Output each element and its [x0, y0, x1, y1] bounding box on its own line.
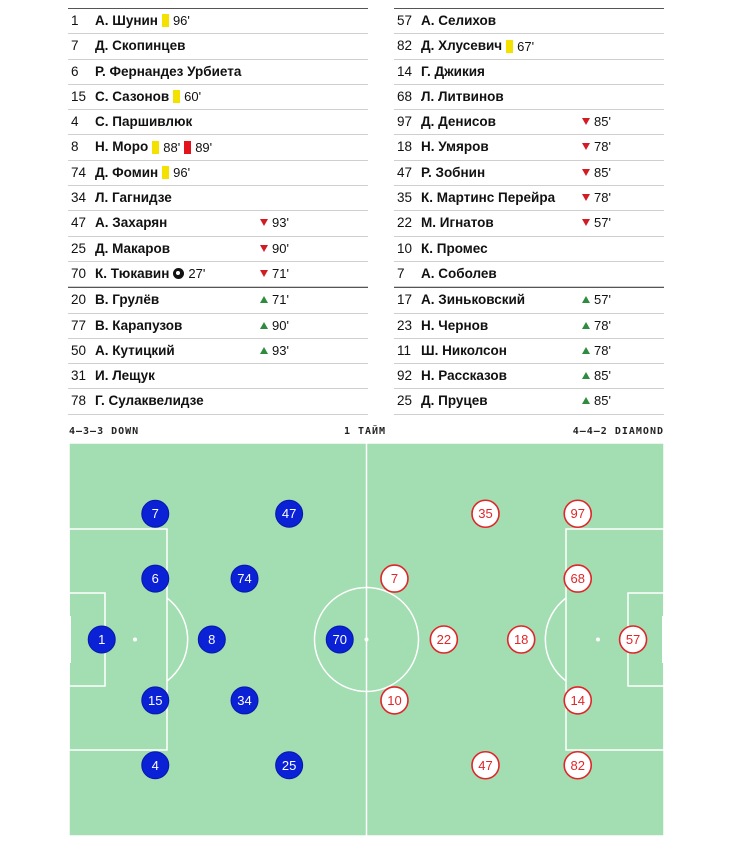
player-name [95, 161, 190, 185]
event-goal [173, 262, 205, 286]
player-number: 82 [397, 38, 413, 54]
player-name-text: Н. Чернов [421, 317, 489, 333]
marker-number: 6 [151, 571, 159, 587]
home-player-marker [231, 565, 258, 592]
player-name-text: М. Игнатов [421, 215, 494, 231]
player-number: 25 [71, 240, 87, 256]
player-number: 4 [71, 114, 79, 130]
player-name-text: Н. Умяров [421, 139, 489, 155]
yellow-card-icon [152, 141, 159, 154]
sub-minute: 71' [272, 265, 289, 281]
player-number: 35 [397, 190, 413, 206]
player-name-text: Р. Фернандез Урбиета [95, 63, 242, 79]
player-row [68, 85, 368, 110]
player-name [421, 339, 507, 363]
bench-row [68, 287, 368, 313]
player-name [421, 9, 496, 33]
marker-number: 47 [478, 757, 493, 773]
event-minute: 96' [172, 13, 190, 29]
sub-on-arrow-icon [582, 397, 590, 404]
sub-on-arrow-icon [260, 296, 268, 303]
player-name-text: Д. Денисов [421, 114, 496, 130]
home-player-marker [276, 752, 303, 779]
player-name-text: В. Карапузов [95, 317, 183, 333]
player-name-text: А. Захарян [95, 215, 168, 231]
player-number: 22 [397, 215, 413, 231]
player-name-text: А. Шунин [95, 13, 158, 28]
sub-minute: 71' [272, 292, 289, 308]
player-number: 25 [397, 393, 413, 409]
left-penalty-spot [133, 638, 137, 642]
away-formation-label: 4–4–2 DIAMOND [572, 426, 664, 437]
player-name-text: К. Тюкавин [95, 265, 170, 281]
yellow-card-icon [162, 166, 169, 179]
player-number: 70 [71, 265, 87, 281]
bench-row [394, 287, 664, 313]
player-row [394, 262, 664, 287]
away-player-marker [381, 687, 408, 714]
event-minute: 88' [163, 139, 181, 155]
player-name [95, 135, 212, 159]
substituted-off [260, 237, 289, 261]
player-name-text: Д. Хлусевич [421, 38, 503, 54]
sub-minute: 85' [594, 393, 611, 409]
home-lineup-list [68, 8, 368, 415]
away-lineup-list [394, 8, 664, 415]
sub-minute: 78' [594, 190, 611, 206]
player-number: 7 [71, 38, 79, 54]
player-number: 77 [71, 317, 87, 333]
marker-number: 22 [436, 632, 452, 647]
event-yellow [173, 85, 201, 109]
marker-number: 7 [151, 506, 159, 522]
event-yellow [162, 9, 190, 33]
player-name [95, 34, 185, 58]
player-name-text: А. Зиньковский [421, 292, 526, 308]
player-name-text: Л. Гагнидзе [95, 190, 172, 206]
player-name-text: Ш. Николсон [421, 342, 507, 358]
marker-number: 74 [237, 571, 252, 587]
bench-row [68, 389, 368, 414]
sub-off-arrow-icon [582, 219, 590, 226]
sub-on-arrow-icon [260, 347, 268, 354]
marker-number: 10 [387, 692, 402, 708]
sub-minute: 78' [594, 342, 611, 358]
player-name [421, 389, 488, 413]
player-name-text: А. Селихов [421, 13, 497, 28]
player-number: 1 [71, 13, 79, 28]
player-number: 57 [397, 13, 413, 28]
player-number: 31 [71, 368, 87, 384]
bench-row [394, 314, 664, 339]
player-number: 50 [71, 342, 87, 358]
away-player-marker [564, 752, 591, 779]
player-name [421, 364, 507, 388]
player-name-text: Н. Рассказов [421, 368, 507, 384]
event-yellow [152, 136, 180, 160]
marker-number: 15 [148, 692, 163, 708]
player-number: 92 [397, 368, 413, 384]
player-row [394, 186, 664, 211]
player-number: 47 [71, 215, 87, 231]
marker-number: 7 [390, 571, 399, 587]
player-row [394, 237, 664, 262]
event-yellow [162, 161, 190, 185]
yellow-card-icon [173, 90, 180, 103]
sub-minute: 93' [272, 342, 289, 358]
player-name [95, 60, 241, 84]
marker-number: 8 [208, 632, 216, 647]
player-row [394, 135, 664, 160]
event-minute: 27' [188, 266, 206, 282]
player-number: 78 [71, 393, 87, 409]
away-player-marker [381, 565, 408, 592]
substituted-off [582, 135, 611, 159]
player-row [68, 237, 368, 262]
sub-minute: 85' [594, 114, 611, 130]
sub-off-arrow-icon [582, 169, 590, 176]
substituted-off [260, 262, 289, 286]
player-name [421, 110, 496, 134]
player-number: 8 [71, 139, 79, 155]
player-name [421, 237, 488, 261]
player-name [95, 211, 167, 235]
away-player-marker [564, 500, 591, 527]
player-number: 23 [397, 317, 413, 333]
player-name [421, 135, 489, 159]
player-name [421, 288, 525, 312]
player-name [95, 9, 190, 33]
sub-minute: 85' [594, 368, 611, 384]
player-number: 17 [397, 292, 413, 308]
player-name [421, 85, 504, 109]
player-name [421, 211, 494, 235]
yellow-card-icon [506, 40, 513, 53]
event-minute: 96' [173, 165, 191, 181]
sub-off-arrow-icon [582, 143, 590, 150]
player-number: 14 [397, 63, 413, 79]
player-name [95, 288, 159, 312]
substituted-on [260, 314, 289, 338]
marker-number: 34 [237, 692, 252, 708]
sub-minute: 57' [594, 292, 611, 308]
marker-number: 14 [570, 692, 585, 708]
marker-number: 68 [570, 571, 585, 587]
player-number: 97 [397, 114, 413, 130]
player-name [95, 339, 175, 363]
sub-minute: 85' [594, 164, 611, 180]
left-goal [69, 616, 71, 663]
player-name [95, 237, 170, 261]
substituted-on [260, 339, 289, 363]
marker-number: 1 [98, 632, 106, 647]
substituted-off [582, 110, 611, 134]
marker-number: 25 [281, 757, 297, 773]
substituted-off [582, 186, 611, 210]
pitch-diagram [69, 443, 664, 836]
player-name [95, 110, 192, 134]
away-player-marker [508, 626, 535, 653]
substituted-on [582, 364, 611, 388]
period-label: 1 ТАЙМ [343, 426, 387, 437]
player-row [394, 85, 664, 110]
player-number: 11 [397, 342, 412, 358]
event-minute: 67' [517, 38, 535, 54]
player-name-text: Д. Пруцев [421, 393, 488, 409]
player-row [394, 8, 664, 34]
player-row [68, 186, 368, 211]
player-row [68, 8, 368, 34]
bench-row [68, 364, 368, 389]
player-name-text: К. Промес [421, 240, 488, 256]
away-player-marker [472, 500, 499, 527]
player-name-text: В. Грулёв [95, 292, 160, 308]
sub-minute: 57' [594, 215, 611, 231]
away-player-marker [564, 687, 591, 714]
player-number: 6 [71, 63, 79, 79]
player-name-text: И. Лещук [95, 368, 155, 384]
player-row [68, 211, 368, 236]
event-red [184, 136, 212, 160]
marker-number: 4 [151, 757, 159, 773]
player-row [68, 161, 368, 186]
home-player-marker [142, 687, 169, 714]
away-player-marker [564, 565, 591, 592]
away-player-marker [472, 752, 499, 779]
sub-on-arrow-icon [260, 322, 268, 329]
sub-on-arrow-icon [582, 347, 590, 354]
substituted-on [260, 288, 289, 312]
marker-number: 18 [513, 632, 529, 647]
home-player-marker [88, 626, 115, 653]
player-name-text: К. Мартинс Перейра [421, 190, 556, 206]
player-number: 68 [397, 88, 413, 104]
player-number: 47 [397, 164, 413, 180]
right-penalty-spot [596, 638, 600, 642]
player-number: 18 [397, 139, 413, 155]
player-name-text: Н. Моро [95, 139, 149, 155]
sub-on-arrow-icon [582, 296, 590, 303]
player-row [394, 161, 664, 186]
player-number: 74 [71, 164, 87, 180]
player-name-text: Д. Скопинцев [95, 38, 186, 54]
home-player-marker [276, 500, 303, 527]
player-name [95, 314, 182, 338]
marker-number: 47 [281, 506, 297, 522]
bench-row [68, 339, 368, 364]
player-name-text: С. Сазонов [95, 88, 170, 104]
right-goal [662, 616, 664, 663]
player-row [68, 262, 368, 287]
player-row [68, 60, 368, 85]
player-name-text: А. Соболев [421, 265, 497, 281]
substituted-off [260, 211, 289, 235]
marker-number: 97 [570, 506, 585, 522]
sub-on-arrow-icon [582, 372, 590, 379]
player-name [421, 161, 485, 185]
player-name [421, 262, 497, 286]
substituted-on [582, 314, 611, 338]
marker-number: 57 [625, 632, 641, 647]
home-player-marker [198, 626, 225, 653]
player-name [421, 186, 555, 210]
sub-minute: 78' [594, 139, 611, 155]
player-row [68, 34, 368, 59]
bench-row [68, 314, 368, 339]
home-player-marker [326, 626, 353, 653]
marker-number: 35 [478, 506, 493, 522]
player-name-text: С. Паршивлюк [95, 114, 193, 130]
player-number: 7 [397, 265, 405, 281]
bench-row [394, 389, 664, 414]
sub-off-arrow-icon [260, 219, 268, 226]
player-name [95, 262, 205, 286]
player-name-text: Г. Сулаквелидзе [95, 393, 204, 409]
player-number: 34 [71, 190, 87, 206]
substituted-off [582, 161, 611, 185]
player-row [394, 110, 664, 135]
player-name-text: Л. Литвинов [421, 88, 504, 104]
marker-number: 70 [332, 632, 347, 647]
center-spot [365, 638, 369, 642]
away-player-marker [620, 626, 647, 653]
player-name [421, 60, 485, 84]
sub-minute: 78' [594, 317, 611, 333]
player-name [95, 389, 204, 413]
event-minute: 60' [184, 89, 202, 105]
home-player-marker [231, 687, 258, 714]
event-yellow [506, 35, 534, 59]
away-player-marker [430, 626, 457, 653]
player-name-text: Р. Зобнин [421, 164, 486, 180]
player-row [68, 135, 368, 160]
sub-off-arrow-icon [260, 270, 268, 277]
substituted-off [582, 211, 611, 235]
sub-minute: 90' [272, 317, 289, 333]
red-card-icon [184, 141, 191, 154]
player-number: 10 [397, 240, 413, 256]
player-name-text: Г. Джикия [421, 63, 485, 79]
player-row [394, 211, 664, 236]
player-name [421, 314, 488, 338]
player-number: 15 [71, 88, 87, 104]
player-name-text: Д. Макаров [95, 240, 171, 256]
marker-number: 82 [570, 757, 585, 773]
player-row [394, 60, 664, 85]
home-player-marker [142, 752, 169, 779]
event-minute: 89' [195, 139, 213, 155]
player-row [394, 34, 664, 59]
player-name [95, 364, 155, 388]
sub-off-arrow-icon [260, 245, 268, 252]
yellow-card-icon [162, 14, 169, 27]
substituted-on [582, 288, 611, 312]
player-name [421, 34, 534, 58]
player-name [95, 186, 172, 210]
sub-on-arrow-icon [582, 322, 590, 329]
player-name [95, 85, 201, 109]
substituted-on [582, 339, 611, 363]
home-player-marker [142, 500, 169, 527]
sub-off-arrow-icon [582, 194, 590, 201]
player-name-text: Д. Фомин [95, 164, 159, 180]
sub-minute: 90' [272, 240, 289, 256]
sub-minute: 93' [272, 215, 289, 231]
player-number: 20 [71, 292, 87, 308]
home-formation-label: 4–3–3 DOWN [69, 426, 140, 437]
bench-row [394, 339, 664, 364]
substituted-on [582, 389, 611, 413]
player-row [68, 110, 368, 135]
bench-row [394, 364, 664, 389]
sub-off-arrow-icon [582, 118, 590, 125]
home-player-marker [142, 565, 169, 592]
player-name-text: А. Кутицкий [95, 342, 175, 358]
goal-icon [173, 268, 184, 279]
